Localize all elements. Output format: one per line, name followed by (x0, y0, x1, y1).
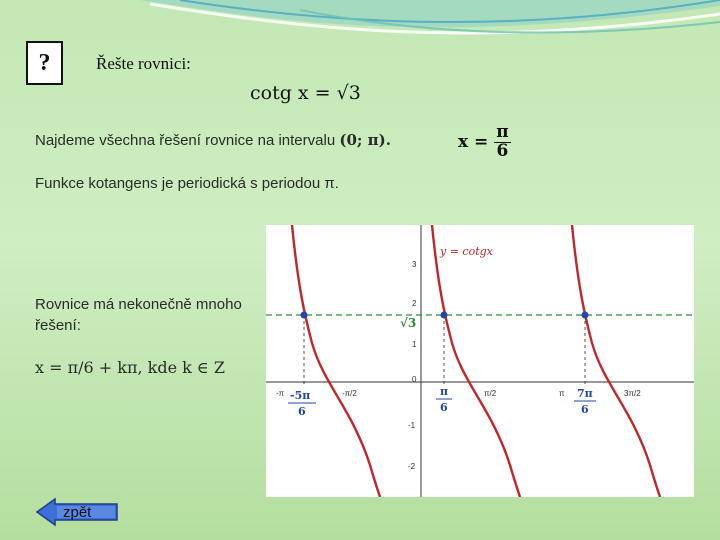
x-tick-neg-half-pi: -π/2 (342, 389, 357, 398)
x-tick-three-half-pi: 3π/2 (624, 389, 641, 398)
interval-value: (0; π). (339, 131, 391, 149)
y-tick-neg2: -2 (408, 462, 416, 471)
y-tick-neg1: -1 (408, 421, 416, 430)
sqrt3-label: √3 (400, 316, 417, 330)
task-title: Řešte rovnici: (96, 54, 191, 73)
point-label-right-den: 6 (581, 403, 589, 416)
point-label-left-num: -5π (290, 389, 311, 402)
solution-formula (458, 124, 511, 161)
cotg-branch-right (572, 225, 660, 497)
cotangent-graph (266, 225, 694, 497)
point-label-left-den: 6 (298, 405, 306, 418)
solution-point-left (301, 312, 308, 319)
y-tick-3: 3 (412, 260, 417, 269)
x-tick-neg-pi: -π (276, 389, 285, 398)
interval-text (35, 131, 391, 149)
header-swoosh-decoration (0, 0, 720, 60)
y-tick-2: 2 (412, 299, 417, 308)
main-equation: cotg x = √3 (250, 82, 361, 104)
interval-prefix: Najdeme všechna řešení rovnice na intervalu (35, 132, 336, 149)
infinite-solutions-text: Rovnice má nekonečně mnoho řešení: (35, 296, 242, 334)
point-label-mid-num: π (440, 385, 449, 398)
back-button-label: zpět (63, 503, 92, 521)
back-button[interactable] (35, 497, 119, 527)
solution-lhs: x = (458, 131, 489, 152)
cotg-branch-left (292, 225, 380, 497)
solution-point-right (582, 312, 589, 319)
solution-fraction (494, 124, 510, 161)
point-label-right-num: 7π (577, 387, 593, 400)
cotg-branch-middle (432, 225, 520, 497)
solution-denominator: 6 (496, 140, 509, 161)
solution-point-mid (441, 312, 448, 319)
solution-numerator: π (496, 122, 509, 142)
y-tick-0: 0 (412, 375, 417, 384)
function-label: y = cotgx (440, 245, 493, 258)
help-icon[interactable]: ? (26, 41, 63, 85)
x-tick-pi: π (559, 389, 565, 398)
general-solution: x = π/6 + kπ, kde k ∈ Z (35, 358, 225, 377)
period-text: Funkce kotangens je periodická s periodou π. (35, 175, 339, 192)
point-label-mid-den: 6 (440, 401, 448, 414)
x-tick-half-pi: π/2 (484, 389, 497, 398)
y-tick-1: 1 (412, 340, 417, 349)
